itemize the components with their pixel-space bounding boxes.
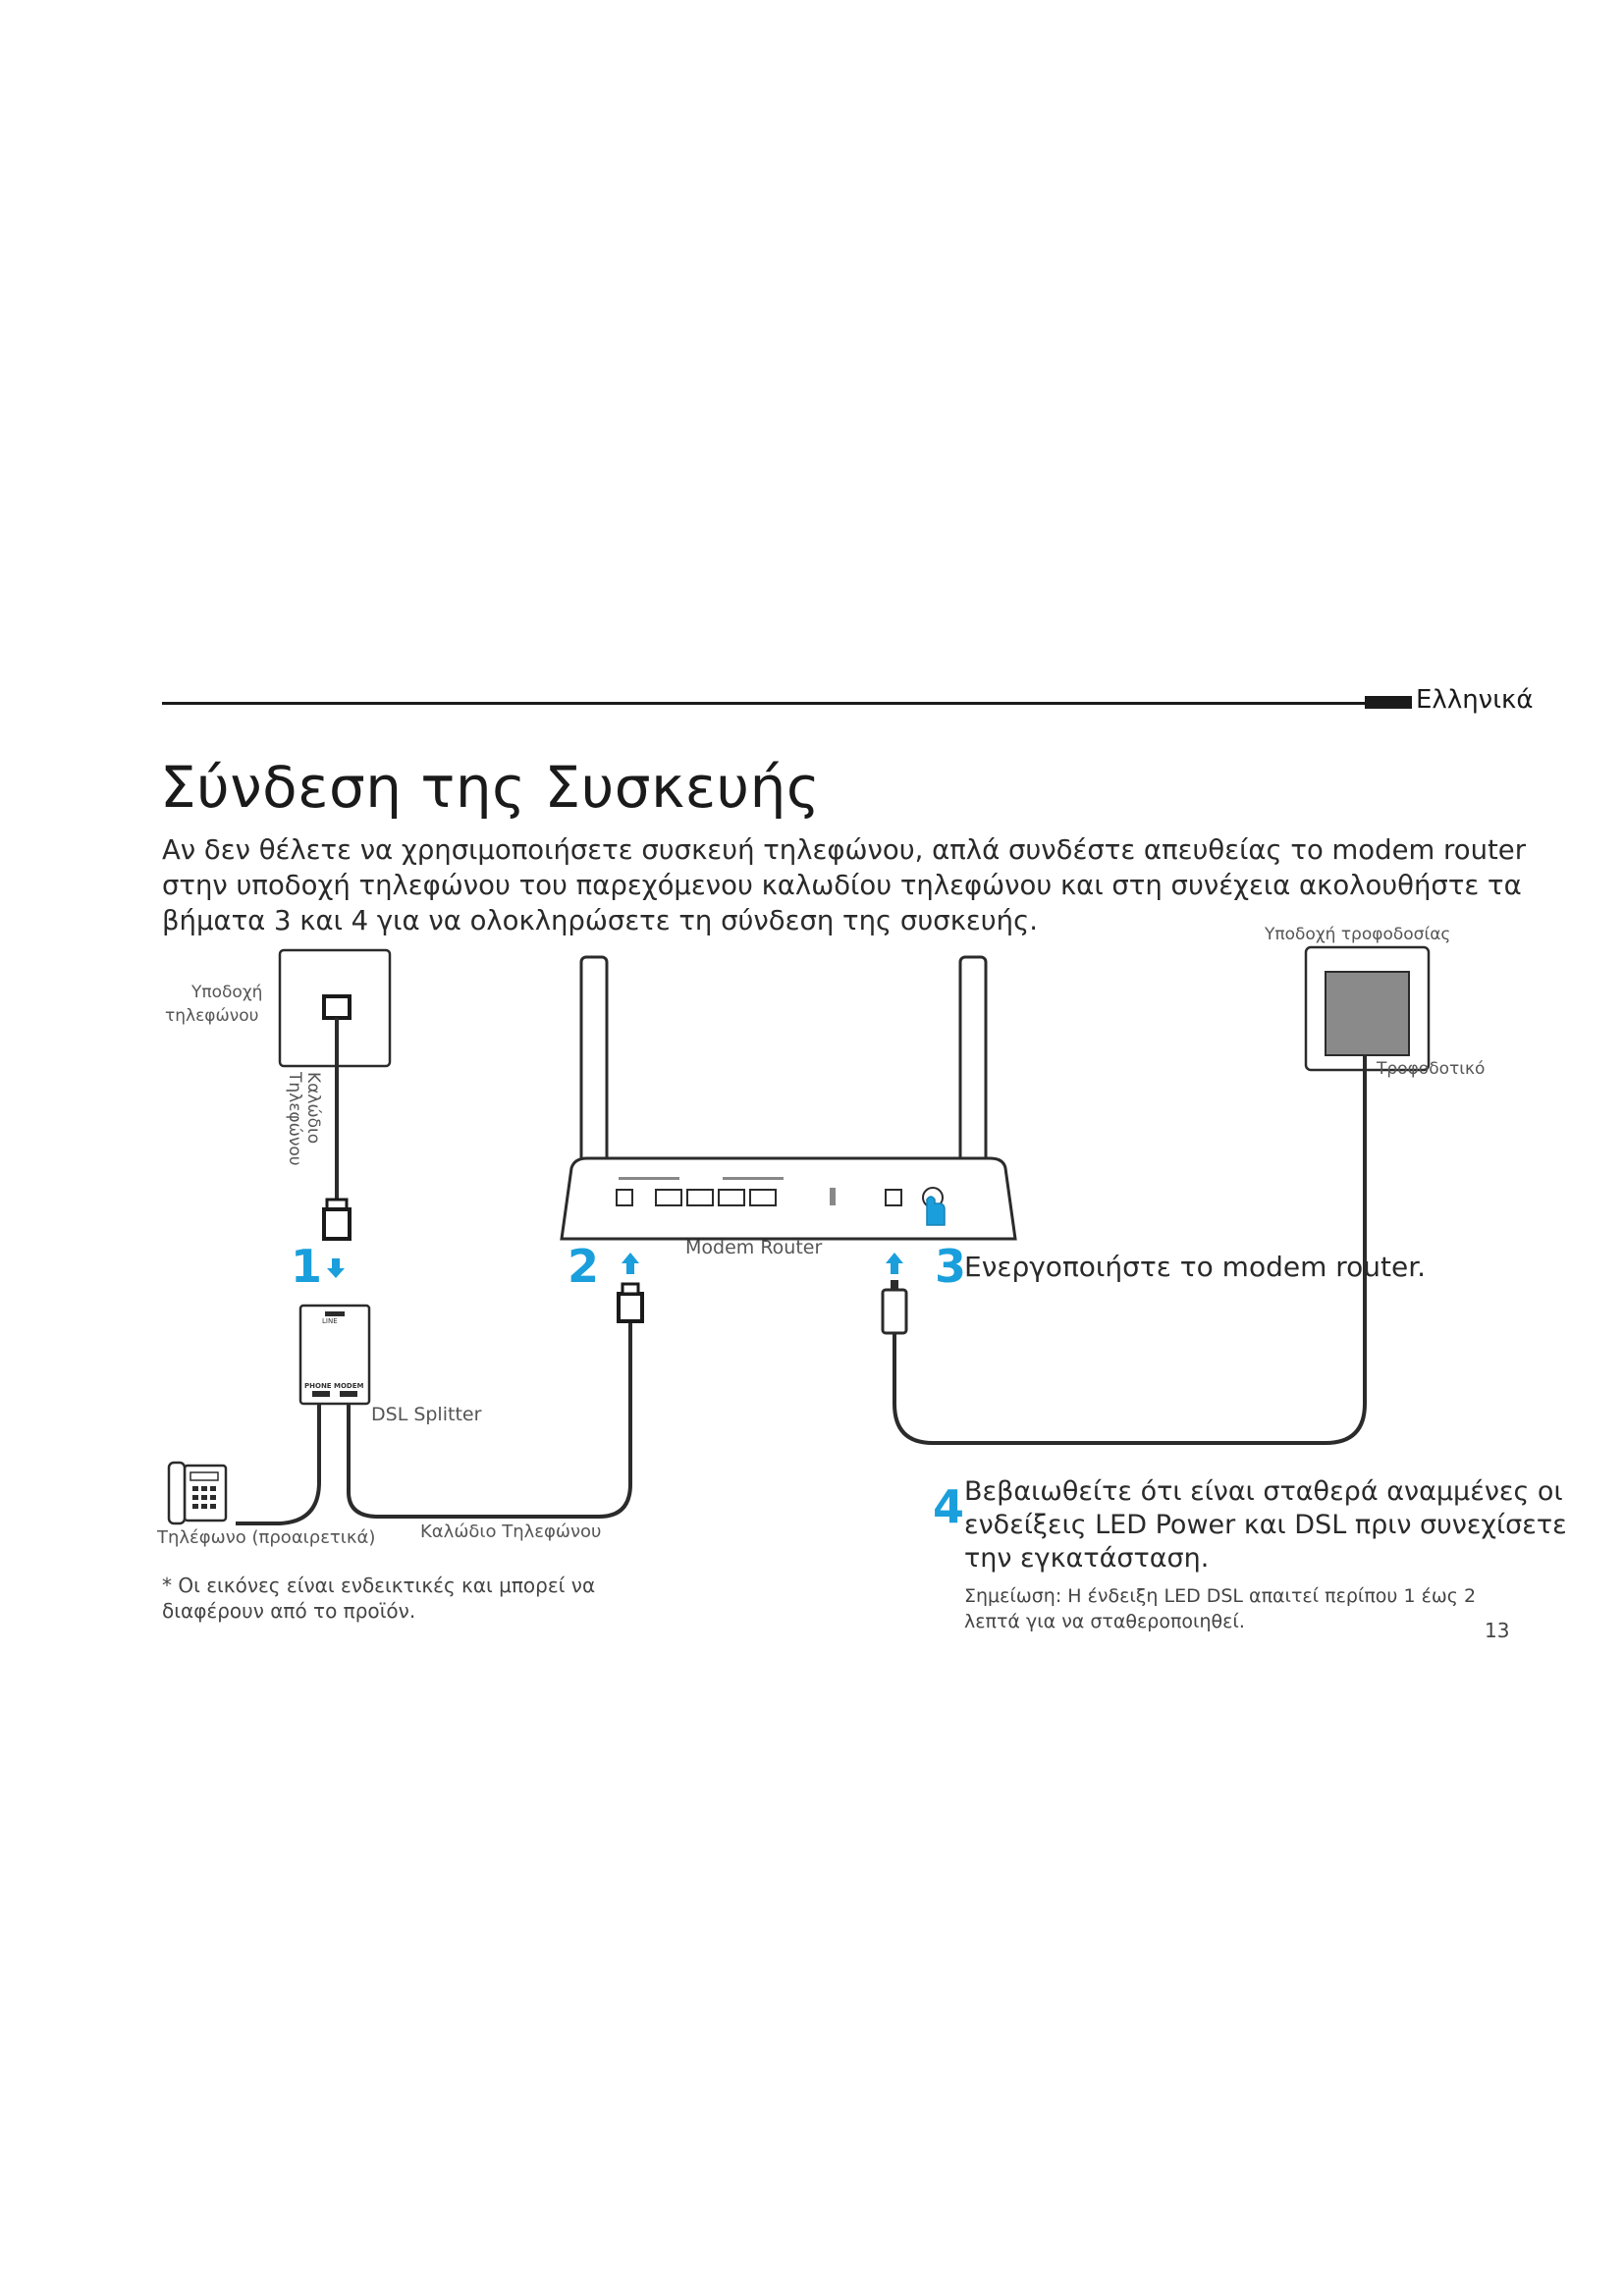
- label-power-adapter: Τροφοδοτικό: [1377, 1059, 1486, 1079]
- step-2-number: 2: [568, 1240, 600, 1293]
- note-line1: Σημείωση: Η ένδειξη LED DSL απαιτεί περίπου 1 έως 2: [964, 1585, 1477, 1607]
- footnote-line1: * Οι εικόνες είναι ενδεικτικές και μπορεί να: [162, 1574, 596, 1597]
- footnote-line2: διαφέρουν από το προϊόν.: [162, 1599, 416, 1623]
- modem-router: [562, 957, 1015, 1239]
- step-1-number: 1: [291, 1240, 323, 1293]
- label-power-socket: Υποδοχή τροφοδοσίας: [1265, 925, 1451, 944]
- label-modem-router: Modem Router: [685, 1237, 823, 1258]
- label-phone-cable-vertical-line1: Καλώδιο: [303, 1072, 323, 1145]
- power-plug: [883, 1280, 906, 1333]
- step-1-arrow-icon: [327, 1258, 345, 1278]
- step-4-text-line3: την εγκατάσταση.: [964, 1543, 1210, 1574]
- step-2-arrow-icon: [622, 1253, 639, 1274]
- page-number: 13: [1485, 1619, 1510, 1642]
- step-3-arrow-icon: [886, 1253, 903, 1274]
- page-title: Σύνδεση της Συσκευής: [160, 754, 821, 821]
- telephone-icon: [169, 1463, 226, 1523]
- power-outlet: [1306, 947, 1429, 1070]
- label-dsl-splitter: DSL Splitter: [371, 1404, 482, 1425]
- step-4-number: 4: [933, 1480, 965, 1533]
- step-3-number: 3: [935, 1240, 967, 1293]
- rj11-plug-1: [324, 1200, 350, 1239]
- intro-paragraph: Αν δεν θέλετε να χρησιμοποιήσετε συσκευή τηλεφώνου, απλά συνδέστε απευθείας το modem router στην υποδοχή τηλεφώνου του παρεχόμενου καλωδίου τηλεφώνου και στη συνέχεια ακολουθήστε τα βήματα 3 και 4 για να ολοκληρώσετε τη σύνδεση της συσκευής.: [162, 834, 1527, 936]
- rj11-plug-2: [619, 1284, 642, 1321]
- phone-cable-splitter-telephone: [236, 1404, 319, 1523]
- splitter-ports-label: PHONE MODEM: [304, 1382, 364, 1390]
- step-4-text-line2: ενδείξεις LED Power και DSL πριν συνεχίσετε: [964, 1510, 1567, 1540]
- step-4-text-line1: Βεβαιωθείτε ότι είναι σταθερά αναμμένες οι: [964, 1476, 1563, 1507]
- label-telephone: Τηλέφωνο (προαιρετικά): [157, 1527, 376, 1548]
- step-3-text: Ενεργοποιήστε το modem router.: [964, 1251, 1427, 1283]
- language-label: Ελληνικά: [1416, 685, 1534, 715]
- splitter-line-port-label: LINE: [322, 1317, 338, 1325]
- label-phone-jack-line2: τηλεφώνου: [165, 1006, 259, 1026]
- label-phone-cable: Καλώδιο Τηλεφώνου: [420, 1522, 602, 1542]
- note-line2: λεπτά για να σταθεροποιηθεί.: [964, 1611, 1245, 1632]
- label-phone-jack-line1: Υποδοχή: [191, 983, 263, 1002]
- label-phone-cable-vertical-line2: Τηλεφώνου: [285, 1072, 304, 1166]
